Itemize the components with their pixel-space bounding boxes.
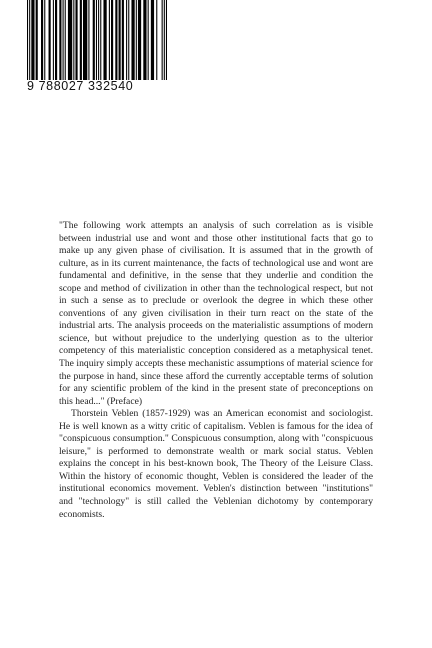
barcode-bar <box>148 0 149 80</box>
barcode-bar <box>63 0 64 80</box>
barcode-bar <box>75 0 77 80</box>
barcode-bar <box>29 0 30 80</box>
barcode-bar <box>128 0 129 80</box>
barcode-bar <box>80 0 82 80</box>
barcode-bar <box>65 0 66 80</box>
isbn-barcode <box>27 0 167 96</box>
barcode-bar <box>96 0 97 80</box>
barcode-bar <box>122 0 124 80</box>
barcode-bar <box>93 0 95 80</box>
barcode-bar <box>115 0 117 80</box>
barcode-bar <box>98 0 99 80</box>
back-cover-blurb <box>59 220 373 521</box>
barcode-bar <box>103 0 106 80</box>
barcode-bars <box>27 0 167 80</box>
barcode-bar <box>111 0 113 80</box>
barcode-bar <box>41 0 43 80</box>
barcode-bar <box>164 0 165 80</box>
barcode-bar <box>138 0 141 80</box>
barcode-bar <box>119 0 121 80</box>
barcode-bar <box>55 0 57 80</box>
barcode-bar <box>53 0 54 80</box>
barcode-bar <box>27 0 28 80</box>
barcode-bar <box>162 0 163 80</box>
barcode-bar <box>166 0 167 80</box>
preface-quote: "The following work attempts an analysis of such correlation as is visible between industrial use and wont and those other institutional facts that go to make up any given phase of civilisation. It is assumed that in the growth of culture, as in its current maintenance, the facts of technological use and wont are fundamental and definitive, in the sense that they underlie and condition the scope and method of civilization in other than the technological respect, but not in such a sense as to preclude or overlook the degree in which these other conventions of any given civilisation in their turn react on the state of the industrial arts. The analysis proceeds on the materialistic assumptions of modern science, but without prejudice to the underlying question as to the ulterior competency of this materialistic conception considered as a metaphysical tenet. The inquiry simply accepts these mechanistic assumptions of material science for the purpose in hand, since these afford the currently acceptable terms of solution for any scientific problem of the kind in the present state of preconceptions on this head..." (Preface) <box>59 220 373 407</box>
barcode-bar <box>49 0 51 80</box>
barcode-bar <box>73 0 74 80</box>
barcode-bar <box>109 0 110 80</box>
barcode-bar <box>44 0 45 80</box>
barcode-bar <box>143 0 146 80</box>
barcode-bar <box>131 0 134 80</box>
barcode-bar <box>31 0 34 80</box>
barcode-bar <box>88 0 89 80</box>
barcode-bar <box>68 0 72 80</box>
barcode-bar <box>136 0 137 80</box>
barcode-bar <box>100 0 101 80</box>
author-bio: Thorstein Veblen (1857-1929) was an American economist and sociologist. He is well known as a witty critic of capitalism. Veblen is famous for the idea of "conspicuous consumption." Conspicuous consumption, along with "conspicuous leisure," is performed to demonstrate wealth or mark social status. Veblen explains the concept in his best-known book, The Theory of the Leisure Class. Within the history of economic thought, Veblen is considered the leader of the institutional economics movement. Veblen's distinction between "institutions" and "technology" is still called the Veblenian dichotomy by contemporary economists. <box>59 408 373 520</box>
barcode-bar <box>156 0 157 80</box>
barcode-bar <box>83 0 87 80</box>
barcode-bar <box>151 0 154 80</box>
barcode-bar <box>126 0 127 80</box>
barcode-bar <box>59 0 61 80</box>
barcode-bar <box>36 0 38 80</box>
isbn-number: 9 788027 332540 <box>27 79 134 93</box>
